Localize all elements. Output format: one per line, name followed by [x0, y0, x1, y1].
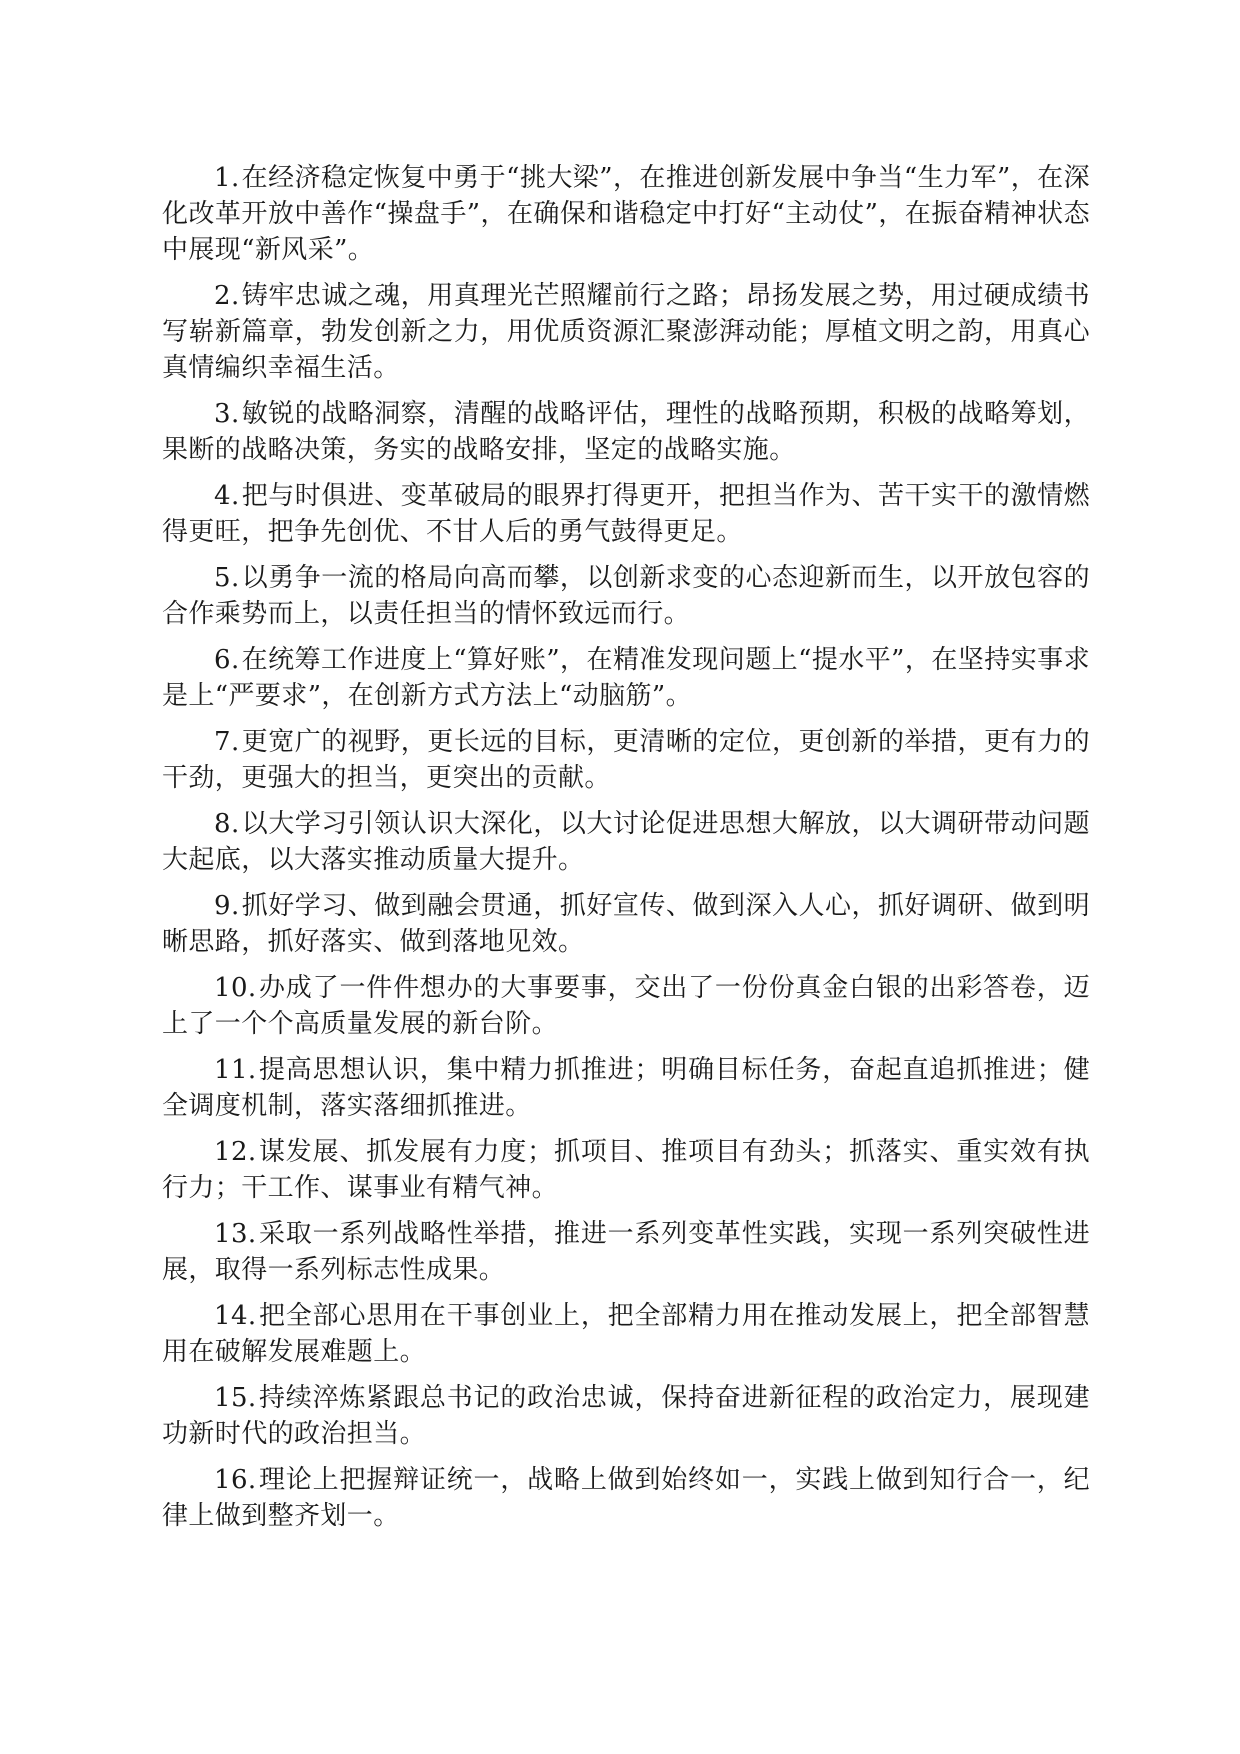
item-number: 6. — [214, 645, 240, 675]
item-text: 持续淬炼紧跟总书记的政治忠诚，保持奋进新征程的政治定力，展现建功新时代的政治担当。 — [162, 1383, 1090, 1449]
list-item — [162, 396, 1090, 468]
item-text: 在经济稳定恢复中勇于“挑大梁”，在推进创新发展中争当“生力军”，在深化改革开放中善作“操盘手”，在确保和谐稳定中打好“主动仗”，在振奋精神状态中展现“新风采”。 — [162, 163, 1090, 265]
item-number: 11. — [214, 1055, 257, 1085]
item-number: 3. — [214, 399, 240, 429]
list-item — [162, 1052, 1090, 1124]
list-item — [162, 1380, 1090, 1452]
list-item — [162, 642, 1090, 714]
item-number: 12. — [214, 1137, 257, 1167]
list-item — [162, 888, 1090, 960]
item-number: 1. — [214, 163, 240, 193]
list-item — [162, 1298, 1090, 1370]
list-item — [162, 478, 1090, 550]
list-item — [162, 724, 1090, 796]
list-item — [162, 278, 1090, 386]
item-text: 在统筹工作进度上“算好账”，在精准发现问题上“提水平”，在坚持实事求是上“严要求”，在创新方式方法上“动脑筋”。 — [162, 645, 1090, 711]
item-text: 采取一系列战略性举措，推进一系列变革性实践，实现一系列突破性进展，取得一系列标志性成果。 — [162, 1219, 1090, 1285]
item-text: 谋发展、抓发展有力度；抓项目、推项目有劲头；抓落实、重实效有执行力；干工作、谋事业有精气神。 — [162, 1137, 1090, 1203]
item-number: 7. — [214, 727, 240, 757]
item-text: 把全部心思用在干事创业上，把全部精力用在推动发展上，把全部智慧用在破解发展难题上。 — [162, 1301, 1090, 1367]
list-item — [162, 1134, 1090, 1206]
item-text: 把与时俱进、变革破局的眼界打得更开，把担当作为、苦干实干的激情燃得更旺，把争先创优、不甘人后的勇气鼓得更足。 — [162, 481, 1090, 547]
list-item — [162, 970, 1090, 1042]
item-text: 更宽广的视野，更长远的目标，更清晰的定位，更创新的举措，更有力的干劲，更强大的担当，更突出的贡献。 — [162, 727, 1090, 793]
item-number: 16. — [214, 1465, 257, 1495]
item-number: 10. — [214, 973, 257, 1003]
item-number: 8. — [214, 809, 240, 839]
item-text: 以大学习引领认识大深化，以大讨论促进思想大解放，以大调研带动问题大起底，以大落实推动质量大提升。 — [162, 809, 1090, 875]
item-number: 2. — [214, 281, 240, 311]
list-item — [162, 1462, 1090, 1534]
item-number: 14. — [214, 1301, 257, 1331]
item-text: 办成了一件件想办的大事要事，交出了一份份真金白银的出彩答卷，迈上了一个个高质量发展的新台阶。 — [162, 973, 1090, 1039]
document-body — [162, 160, 1090, 1544]
item-text: 铸牢忠诚之魂，用真理光芒照耀前行之路；昂扬发展之势，用过硬成绩书写崭新篇章，勃发创新之力，用优质资源汇聚澎湃动能；厚植文明之韵，用真心真情编织幸福生活。 — [162, 281, 1090, 383]
list-item — [162, 806, 1090, 878]
list-item — [162, 1216, 1090, 1288]
item-text: 抓好学习、做到融会贯通，抓好宣传、做到深入人心，抓好调研、做到明晰思路，抓好落实、做到落地见效。 — [162, 891, 1090, 957]
list-item — [162, 560, 1090, 632]
item-number: 9. — [214, 891, 240, 921]
item-text: 敏锐的战略洞察，清醒的战略评估，理性的战略预期，积极的战略筹划，果断的战略决策，务实的战略安排，坚定的战略实施。 — [162, 399, 1090, 465]
item-number: 4. — [214, 481, 240, 511]
item-number: 15. — [214, 1383, 257, 1413]
item-text: 理论上把握辩证统一，战略上做到始终如一，实践上做到知行合一，纪律上做到整齐划一。 — [162, 1465, 1090, 1531]
item-text: 提高思想认识，集中精力抓推进；明确目标任务，奋起直追抓推进；健全调度机制，落实落细抓推进。 — [162, 1055, 1090, 1121]
item-text: 以勇争一流的格局向高而攀，以创新求变的心态迎新而生，以开放包容的合作乘势而上，以责任担当的情怀致远而行。 — [162, 563, 1090, 629]
item-number: 13. — [214, 1219, 257, 1249]
item-number: 5. — [214, 563, 240, 593]
list-item — [162, 160, 1090, 268]
